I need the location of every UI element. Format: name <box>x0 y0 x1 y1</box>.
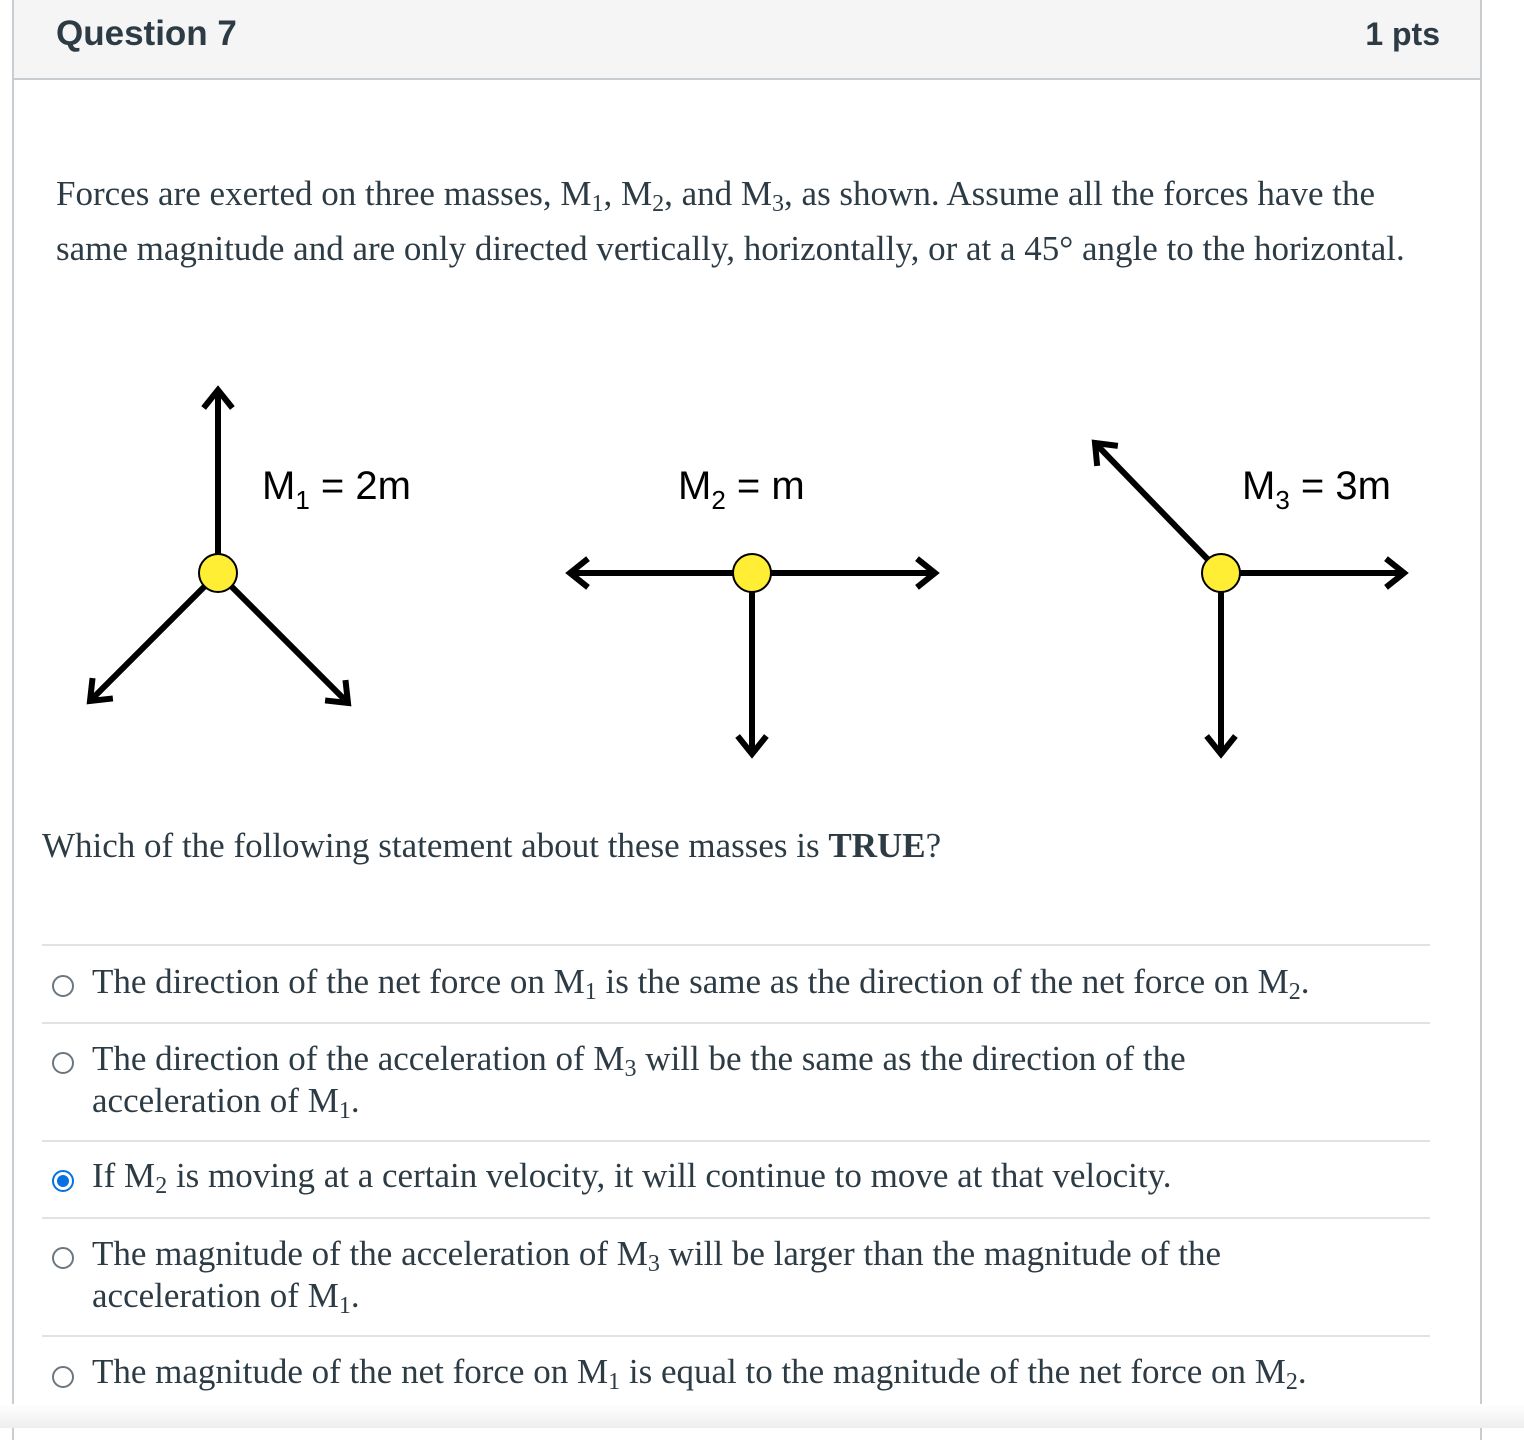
answer-list <box>42 944 1430 1413</box>
question-prompt: Which of the following statement about these masses is TRUE? <box>42 826 942 865</box>
radio-button-selected[interactable] <box>52 1170 74 1192</box>
force-diagram <box>0 370 1524 770</box>
mass-m3-group <box>1095 443 1404 754</box>
radio-button[interactable] <box>52 1366 74 1388</box>
answer-option-1[interactable] <box>42 944 1430 1022</box>
answer-option-3[interactable] <box>42 1140 1430 1217</box>
answer-text[interactable]: The direction of the acceleration of $M_3$ will be the same as the direction of the acceleration of $M_1$. <box>92 1039 1186 1124</box>
mass-m1-label: $M_1 = 2m$ <box>262 464 411 515</box>
question-text: Forces are exerted on three masses, $M_1$, $M_2$, and $M_3$, as shown. Assume all the forces have the same magnitude and are only directed vertically, horizontally, or at a 45° angle to the horizontal. <box>56 174 1405 268</box>
answer-text[interactable]: If $M_2$ is moving at a certain velocity, it will continue to move at that velocity. <box>92 1156 1172 1199</box>
answer-text[interactable]: The direction of the net force on $M_1$ is the same as the direction of the net force on $M_2$. <box>92 962 1310 1005</box>
mass-m1-group <box>90 390 411 703</box>
bottom-shade <box>0 1404 1524 1428</box>
mass-m1-dot <box>199 554 237 592</box>
radio-button[interactable] <box>52 1052 74 1074</box>
radio-button[interactable] <box>52 975 74 997</box>
answer-option-5[interactable] <box>42 1335 1430 1413</box>
question-title: Question 7 <box>56 14 237 53</box>
mass-m2-group <box>570 464 935 754</box>
m1-force-down-left <box>90 573 218 701</box>
mass-m3-dot <box>1202 554 1240 592</box>
answer-option-2[interactable] <box>42 1022 1430 1140</box>
mass-m3-label: $M_3 = 3m$ <box>1242 464 1391 515</box>
radio-button[interactable] <box>52 1247 74 1269</box>
mass-m2-dot <box>733 554 771 592</box>
m3-force-up-left <box>1095 443 1221 573</box>
question-points: 1 pts <box>1365 16 1440 52</box>
question-header <box>14 0 1480 80</box>
answer-option-4[interactable] <box>42 1217 1430 1335</box>
mass-m2-label: $M_2 = m$ <box>678 464 805 515</box>
emphasis-true: TRUE <box>828 826 926 865</box>
answer-text[interactable]: The magnitude of the acceleration of $M_3$ will be larger than the magnitude of the acceleration of $M_1$. <box>92 1234 1222 1319</box>
m1-force-down-right <box>218 573 348 703</box>
answer-text[interactable]: The magnitude of the net force on $M_1$ is equal to the magnitude of the net force on $M_2$. <box>92 1352 1307 1395</box>
